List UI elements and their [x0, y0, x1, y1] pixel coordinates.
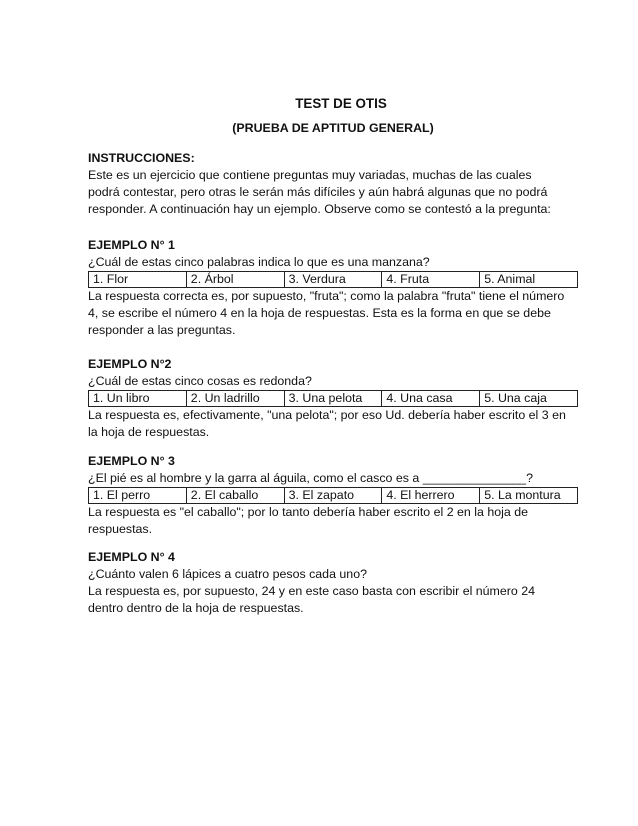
example-4-section [88, 549, 578, 617]
page-title: TEST DE OTIS [295, 96, 387, 111]
option-cell: 4. El herrero [382, 488, 480, 504]
example-answer-line: dentro dentro de la hoja de respuestas. [88, 601, 304, 615]
option-cell: 3. Una pelota [284, 391, 382, 407]
example-question: ¿Cuál de estas cinco cosas es redonda? [88, 374, 312, 388]
option-cell: 5. Una caja [480, 391, 578, 407]
option-cell: 1. Flor [89, 272, 187, 288]
options-table [88, 390, 578, 407]
instructions-heading: INSTRUCCIONES: [88, 151, 195, 165]
example-3-section [88, 453, 578, 538]
option-cell: 1. El perro [89, 488, 187, 504]
example-answer-line: La respuesta es, efectivamente, "una pelota"; por eso Ud. debería haber escrito el 3 en [88, 408, 566, 422]
example-question: ¿El pié es al hombre y la garra al águila, como el casco es a _______________? [88, 471, 533, 485]
option-cell: 2. Árbol [186, 272, 284, 288]
example-answer-line: La respuesta es "el caballo"; por lo tanto debería haber escrito el 2 en la hoja de [88, 505, 529, 519]
example-heading: EJEMPLO N° 3 [88, 454, 175, 468]
example-1-section [88, 237, 578, 339]
instructions-section [88, 150, 578, 218]
option-cell: 1. Un libro [89, 391, 187, 407]
instructions-line: Este es un ejercicio que contiene preguntas muy variadas, muchas de las cuales [88, 168, 532, 182]
option-cell: 3. El zapato [284, 488, 382, 504]
example-answer-line: responder a las preguntas. [88, 323, 236, 337]
example-2-section [88, 356, 578, 441]
example-heading: EJEMPLO N°2 [88, 357, 172, 371]
option-cell: 4. Una casa [382, 391, 480, 407]
example-question: ¿Cuánto valen 6 lápices a cuatro pesos cada uno? [88, 567, 367, 581]
page-subtitle: (PRUEBA DE APTITUD GENERAL) [232, 121, 434, 135]
option-cell: 3. Verdura [284, 272, 382, 288]
example-answer-line: La respuesta es, por supuesto, 24 y en este caso basta con escribir el número 24 [88, 584, 536, 598]
example-question: ¿Cuál de estas cinco palabras indica lo que es una manzana? [88, 255, 430, 269]
example-heading: EJEMPLO N° 4 [88, 550, 175, 564]
option-cell: 2. El caballo [186, 488, 284, 504]
example-answer-line: respuestas. [88, 522, 153, 536]
options-table [88, 487, 578, 504]
example-answer-line: 4, se escribe el número 4 en la hoja de respuestas. Esta es la forma en que se debe [88, 306, 551, 320]
example-answer-line: la hoja de respuestas. [88, 425, 210, 439]
example-answer-line: La respuesta correcta es, por supuesto, "fruta"; como la palabra "fruta" tiene el número [88, 289, 565, 303]
instructions-line: podrá contestar, pero otras le serán más difíciles y aún habrá algunas que no podrá [88, 185, 548, 199]
option-cell: 2. Un ladrillo [186, 391, 284, 407]
instructions-line: responder. A continuación hay un ejemplo. Observe como se contestó a la pregunta: [88, 202, 551, 216]
option-cell: 4. Fruta [382, 272, 480, 288]
option-cell: 5. La montura [480, 488, 578, 504]
example-heading: EJEMPLO N° 1 [88, 238, 175, 252]
options-table [88, 271, 578, 288]
option-cell: 5. Animal [480, 272, 578, 288]
